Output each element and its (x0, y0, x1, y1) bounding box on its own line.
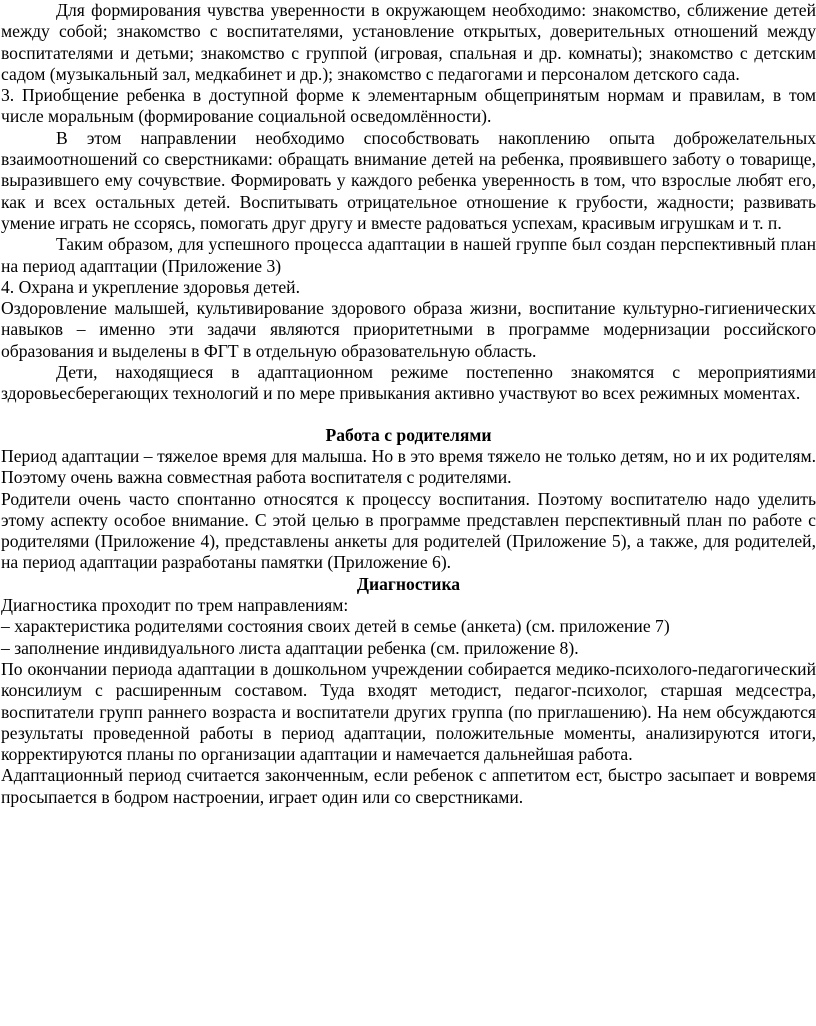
diagnostics-intro: Диагностика проходит по трем направлениям: (1, 595, 349, 616)
paragraph-moral-norms: 3. Приобщение ребенка в доступной форме к элементарным общепринятым нормам и правилам, в том числе моральным (формирование социальной осведомлённости). (1, 85, 816, 127)
diagnostics-item-2: – заполнение индивидуального листа адаптации ребенка (см. приложение 8). (1, 637, 579, 658)
heading-parents: Работа с родителями (325, 424, 492, 445)
paragraph-confidence: Для формирования чувства уверенности в окружающем необходимо: знакомство, сближение детей между собой; знакомство с воспитателями, установление открытых, доверительных отношений между воспитателями и детьми; знакомство с группой (игровая, спальная и др. комнаты); знакомство с детским садом (музыкальный зал, медкабинет и др.); знакомство с педагогами и персоналом детского сада. (1, 0, 816, 84)
heading-diagnostics: Диагностика (356, 573, 461, 594)
paragraph-parents-period: Период адаптации – тяжелое время для малыша. Но в это время тяжело не только детям, но и их родителям. Поэтому очень важна совместная работа воспитателя с родителями. (1, 445, 816, 488)
paragraph-health-tech: Дети, находящиеся в адаптационном режиме постепенно знакомятся с мероприятиями здоровьесберегающих технологий и по мере привыкания активно участвуют во всех режимных моментах. (1, 362, 816, 404)
paragraph-council: По окончании периода адаптации в дошкольном учреждении собирается медико-психолого-педагогический консилиум с расширенным составом. Туда входят методист, педагог-психолог, старшая медсестра, воспитатели групп раннего возраста и воспитатели других группа (по приглашению). На нем обсуждаются результаты проведенной работы в период адаптации, положительные моменты, анализируются итоги, корректируются планы по организации адаптации и намечается дальнейшая работа. (1, 658, 816, 765)
paragraph-health-title: 4. Охрана и укрепление здоровья детей. (1, 276, 300, 297)
paragraph-peer-relations: В этом направлении необходимо способствовать накоплению опыта доброжелательных взаимоотношений со сверстниками: обращать внимание детей на ребенка, проявившего заботу о товарище, выразившего ему сочувствие. Формировать у каждого ребенка уверенность в том, что взрослые любят его, как и всех остальных детей. Воспитывать отрицательное отношение к грубости, жадности; развивать умение играть не ссорясь, помогать друг другу и вместе радоваться успехам, красивым игрушкам и т. п. (1, 127, 816, 233)
diagnostics-item-1: – характеристика родителями состояния своих детей в семье (анкета) (см. приложение 7) (1, 616, 670, 637)
paragraph-adaptation-plan: Таким образом, для успешного процесса адаптации в нашей группе был создан перспективный план на период адаптации (Приложение 3) (1, 234, 816, 276)
paragraph-health: Оздоровление малышей, культивирование здорового образа жизни, воспитание культурно-гигиенических навыков – именно эти задачи являются приоритетными в программе модернизации российского образования и выделены в ФГТ в отдельную образовательную область. (1, 298, 816, 361)
paragraph-parents-plan: Родители очень часто спонтанно относятся к процессу воспитания. Поэтому воспитателю надо уделить этому аспекту особое внимание. С этой целью в программе представлен перспективный план по работе с родителями (Приложение 4), представлены анкеты для родителей (Приложение 5), а также, для родителей, на период адаптации разработаны памятки (Приложение 6). (1, 488, 816, 573)
paragraph-adaptation-complete: Адаптационный период считается законченным, если ребенок с аппетитом ест, быстро засыпает и вовремя просыпается в бодром настроении, играет один или со сверстниками. (1, 765, 816, 807)
